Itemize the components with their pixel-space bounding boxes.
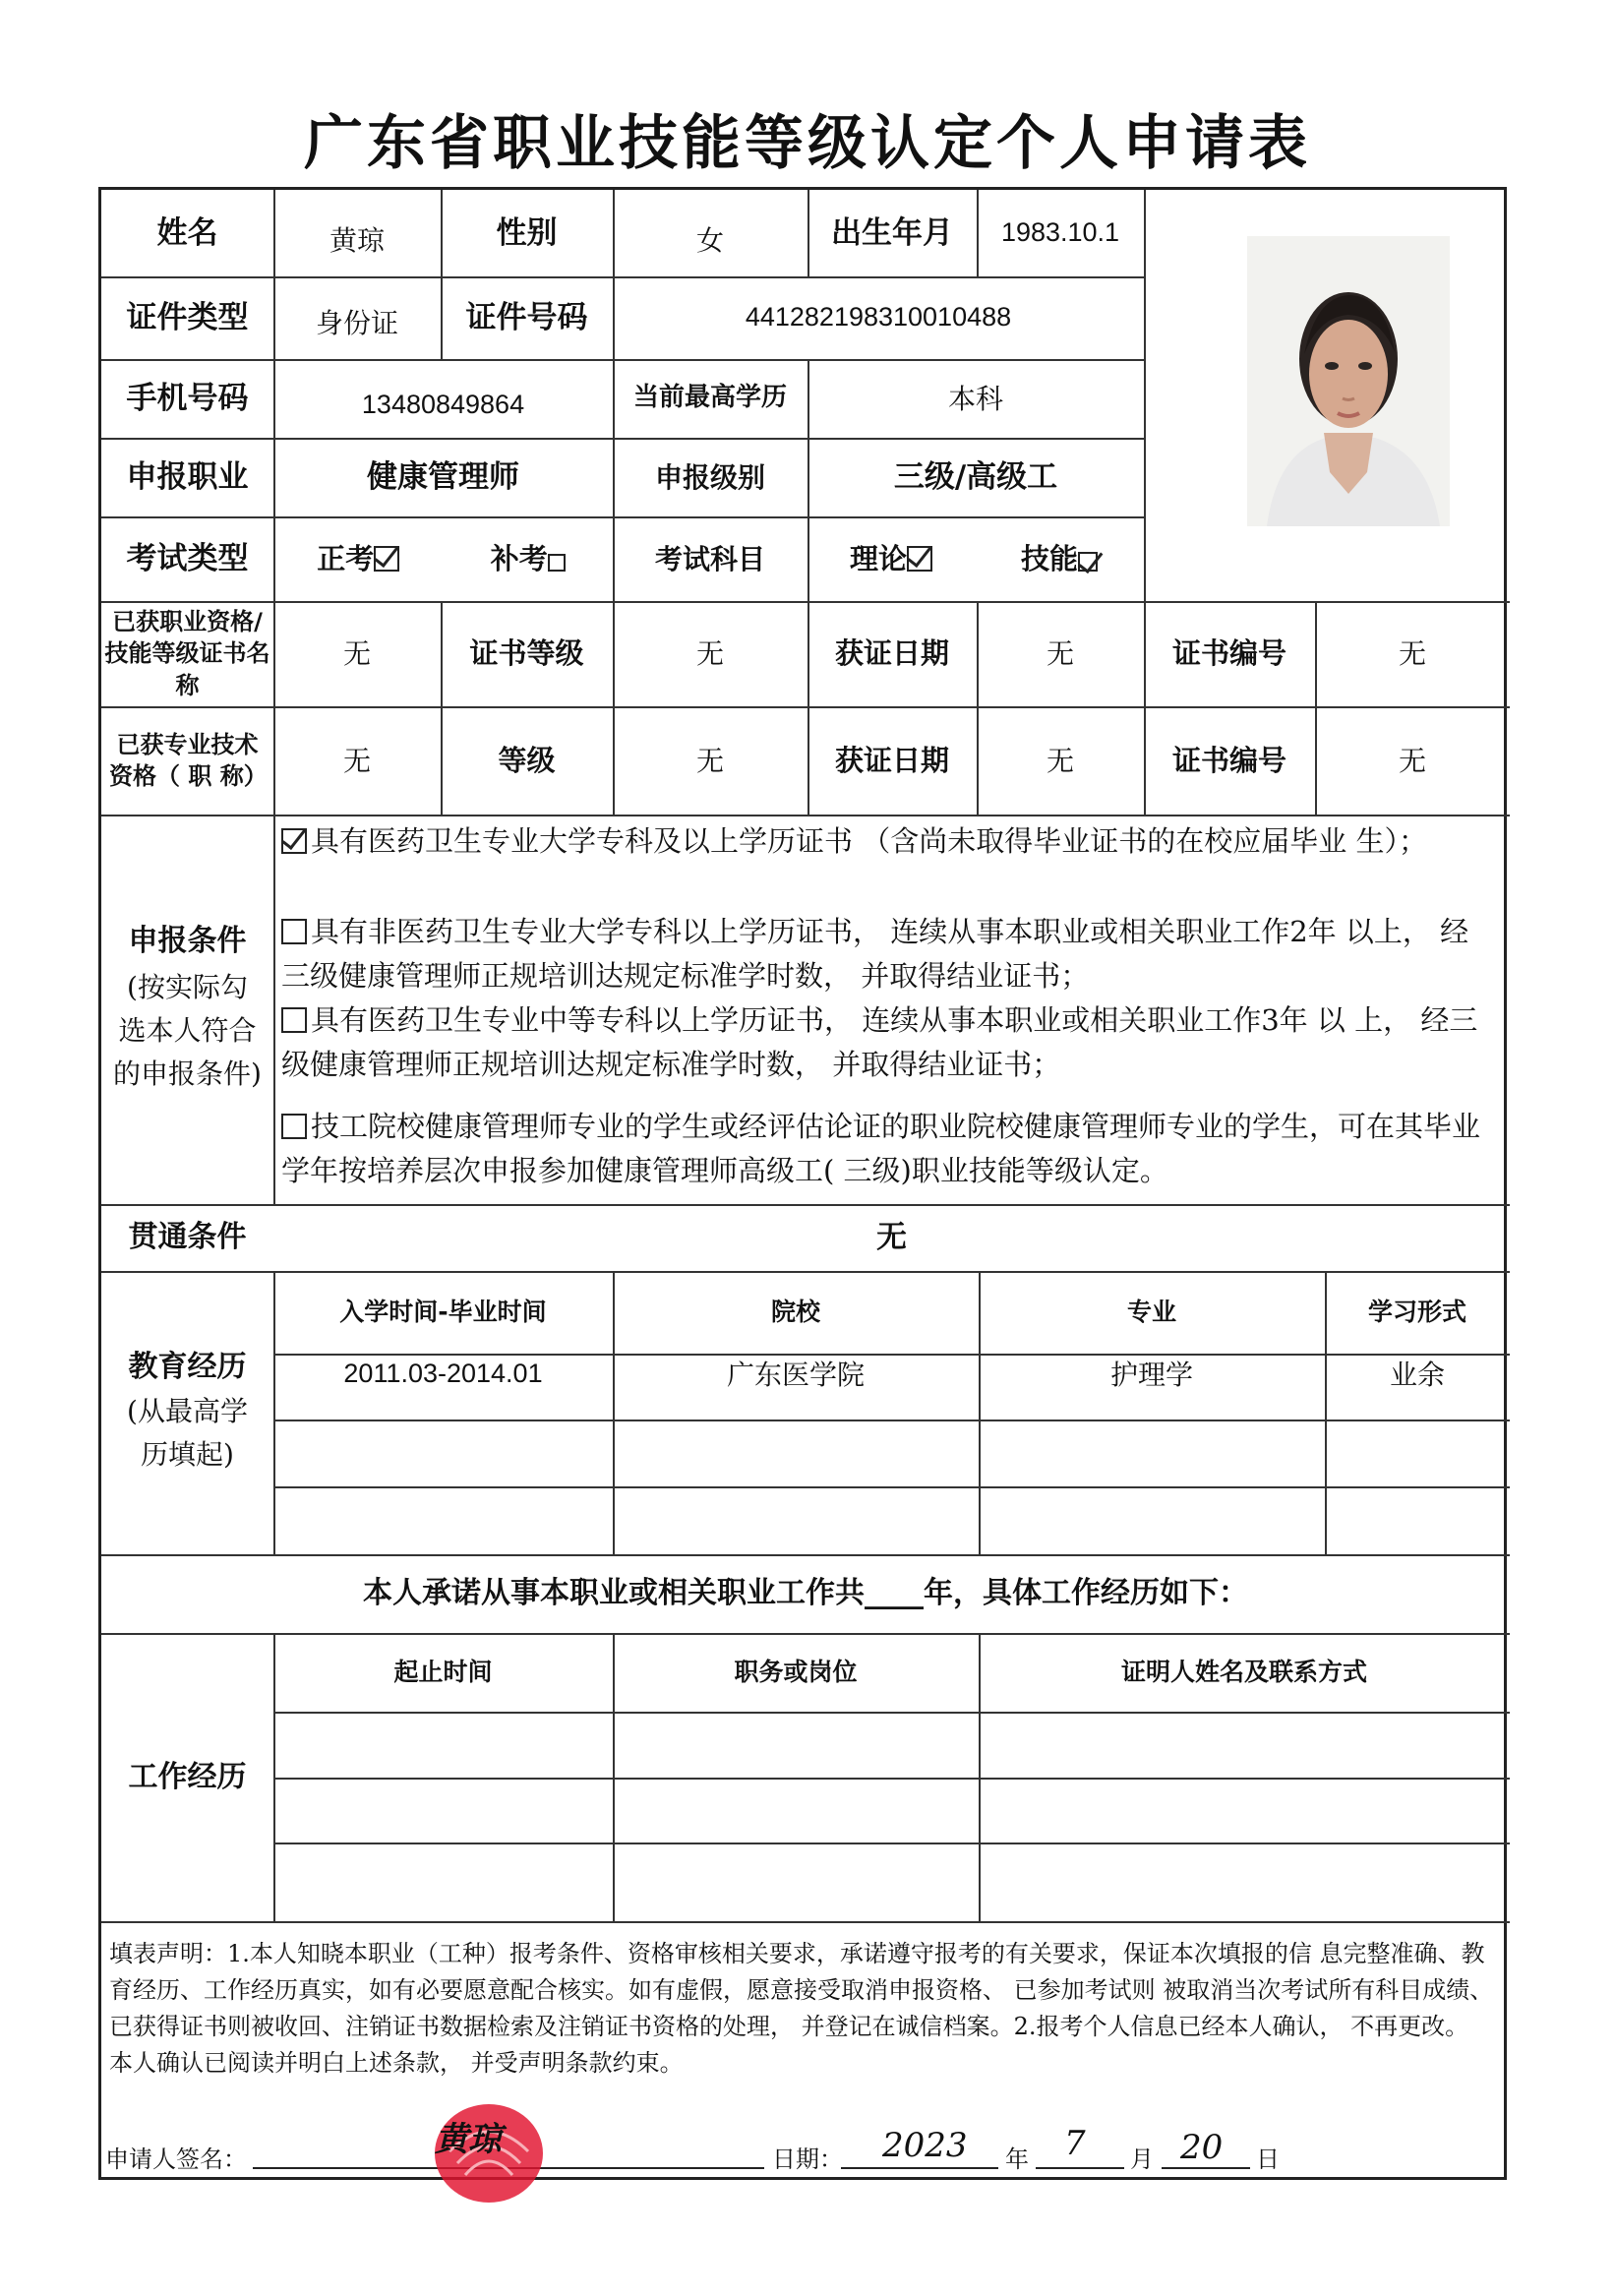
edu-row-period[interactable]: 2011.03-2014.01 <box>343 1359 543 1389</box>
conditions-label <box>101 815 273 1204</box>
condition-3-checkbox[interactable] <box>281 1007 307 1033</box>
conditions-hint: (按实际勾 选本人符合的申报条件) <box>113 970 262 1090</box>
condition-1[interactable]: 具有医药卫生专业大学专科及以上学历证书 （含尚未取得毕业证书的在校应届毕业 生）； <box>281 819 1496 864</box>
condition-3[interactable]: 具有医药卫生专业中等专科以上学历证书， 连续从事本职业或相关职业工作3年 以 上， 经三级健康管理师正规培训达规定标准学时数， 并取得结业证书； <box>281 1003 1478 1081</box>
name-value[interactable]: 黄琼 <box>329 223 385 257</box>
date-month[interactable]: 7 <box>1064 2124 1086 2163</box>
tech-date-label: 获证日期 <box>834 743 949 777</box>
year-unit: 年 <box>1005 2145 1029 2173</box>
exam-makeup-option[interactable]: 补考 <box>491 541 569 576</box>
work-commitment: 本人承诺从事本职业或相关职业工作共____年，具体工作经历如下： <box>363 1576 1248 1611</box>
condition-2[interactable]: 具有非医药卫生专业大学专科以上学历证书， 连续从事本职业或相关职业工作2年 以上， 经三级健康管理师正规培训达规定标准学时数， 并取得结业证书； <box>281 915 1469 993</box>
edu-header-major: 专业 <box>1126 1298 1176 1327</box>
tech-date-value[interactable]: 无 <box>1046 744 1074 777</box>
subject-label: 考试科目 <box>654 542 765 575</box>
cert-name-value[interactable]: 无 <box>342 637 371 670</box>
exam-regular-option[interactable]: 正考 <box>317 541 403 576</box>
name-label: 姓名 <box>156 214 218 251</box>
occupation-label: 申报职业 <box>126 458 249 495</box>
gender-value[interactable]: 女 <box>695 223 724 257</box>
subject-theory-checkbox[interactable] <box>907 546 932 572</box>
through-value[interactable]: 无 <box>876 1219 907 1255</box>
subject-skill-option[interactable]: 技能 <box>1021 541 1102 576</box>
idno-value[interactable]: 441282198310010488 <box>745 302 1012 332</box>
cert-no-value[interactable]: 无 <box>1398 637 1426 670</box>
cert-no-label: 证书编号 <box>1171 636 1286 671</box>
subject-theory-option[interactable]: 理论 <box>850 541 936 576</box>
education-hint: (从最高学 历填起) <box>127 1394 248 1471</box>
subject-options <box>808 516 1144 601</box>
phone-value[interactable]: 13480849864 <box>361 390 525 420</box>
examtype-label: 考试类型 <box>126 540 249 576</box>
condition-4[interactable]: 技工院校健康管理师专业的学生或经评估论证的职业院校健康管理师专业的学生，可在其毕业学年按培养层次申报参加健康管理师高级工( 三级)职业技能等级认定。 <box>281 1110 1481 1187</box>
occupation-value[interactable]: 健康管理师 <box>367 458 519 495</box>
tech-no-label: 证书编号 <box>1171 743 1286 777</box>
cert-date-label: 获证日期 <box>834 636 949 671</box>
work-header-position: 职务或岗位 <box>734 1658 858 1687</box>
through-label: 贯通条件 <box>128 1220 247 1255</box>
education-label <box>101 1271 273 1554</box>
date-year[interactable]: 2023 <box>882 2126 968 2165</box>
level-label: 申报级别 <box>654 460 765 494</box>
day-unit: 日 <box>1256 2145 1280 2173</box>
birth-label: 出生年月 <box>831 214 953 251</box>
condition-1-checkbox[interactable] <box>281 828 307 854</box>
edu-row-school[interactable]: 广东医学院 <box>726 1358 865 1391</box>
tech-level-label: 等级 <box>498 743 556 777</box>
date-day[interactable]: 20 <box>1180 2128 1224 2167</box>
edu-header-period: 入学时间-毕业时间 <box>339 1298 547 1327</box>
edu-header-school: 院校 <box>770 1298 820 1327</box>
application-form <box>98 187 1507 2180</box>
declaration-text <box>109 1936 1501 2082</box>
work-header-period: 起止时间 <box>393 1658 493 1687</box>
conditions-title: 申报条件 <box>128 924 247 959</box>
tech-level-value[interactable]: 无 <box>695 744 724 777</box>
tech-no-value[interactable]: 无 <box>1398 744 1426 777</box>
idno-label: 证件号码 <box>465 299 588 335</box>
edu-row-mode[interactable]: 业余 <box>1389 1358 1445 1391</box>
condition-2-checkbox[interactable] <box>281 919 307 944</box>
cert-date-value[interactable]: 无 <box>1046 637 1074 670</box>
exam-regular-checkbox[interactable] <box>374 546 399 572</box>
education-title: 教育经历 <box>128 1350 247 1385</box>
cert-level-label: 证书等级 <box>469 636 584 671</box>
edu-row-major[interactable]: 护理学 <box>1109 1358 1193 1391</box>
phone-label: 手机号码 <box>126 380 249 416</box>
cert-level-value[interactable]: 无 <box>695 637 724 670</box>
birth-value[interactable]: 1983.10.1 <box>1000 217 1120 248</box>
edu-header-mode: 学习形式 <box>1367 1298 1466 1327</box>
idtype-value[interactable]: 身份证 <box>315 306 398 339</box>
idtype-label: 证件类型 <box>126 299 249 335</box>
condition-4-checkbox[interactable] <box>281 1114 307 1139</box>
date-label: 日期： <box>772 2145 843 2173</box>
work-header-referee: 证明人姓名及联系方式 <box>1120 1658 1367 1687</box>
form-title: 广东省职业技能等级认定个人申请表 <box>304 109 1311 178</box>
work-label: 工作经历 <box>128 1759 247 1794</box>
subject-skill-checkbox[interactable] <box>1078 552 1098 572</box>
exam-makeup-checkbox[interactable] <box>548 554 566 572</box>
tech-label: 已获专业技术资格（ 职 称） <box>109 730 268 790</box>
sign-label: 申请人签名： <box>105 2145 247 2173</box>
month-unit: 月 <box>1130 2145 1154 2173</box>
declaration-confirm: 本人确认已阅读并明白上述条款， 并受声明条款约束。 <box>109 2049 684 2077</box>
edu-value[interactable]: 本科 <box>947 382 1003 415</box>
edu-label: 当前最高学历 <box>632 383 787 413</box>
declaration-body: 填表声明：1.本人知晓本职业（工种）报考条件、资格审核相关要求，承诺遵守报考的有关要求，保证本次填报的信 息完整准确、教育经历、工作经历真实，如有必要愿意配合核实。如有虚假，愿意接受取消申报资格、 已参加考试则 被取消当次考试所有科目成绩、 已获得证书则被收回、注销证书数据检索及注销证书资格的处理， 并登记在诚信档案。2.报考个人信息已经本人确认， 不再更改。 <box>109 1940 1494 2040</box>
gender-label: 性别 <box>496 214 558 251</box>
examtype-options <box>273 516 613 601</box>
signature-row <box>105 2120 1502 2173</box>
tech-value[interactable]: 无 <box>342 744 371 777</box>
cert-name-label: 已获职业资格/技能等级证书名称 <box>104 607 270 699</box>
applicant-photo <box>1247 236 1450 526</box>
applicant-signature[interactable]: 黄琼 <box>435 2120 502 2159</box>
level-value[interactable]: 三级/高级工 <box>893 458 1058 495</box>
